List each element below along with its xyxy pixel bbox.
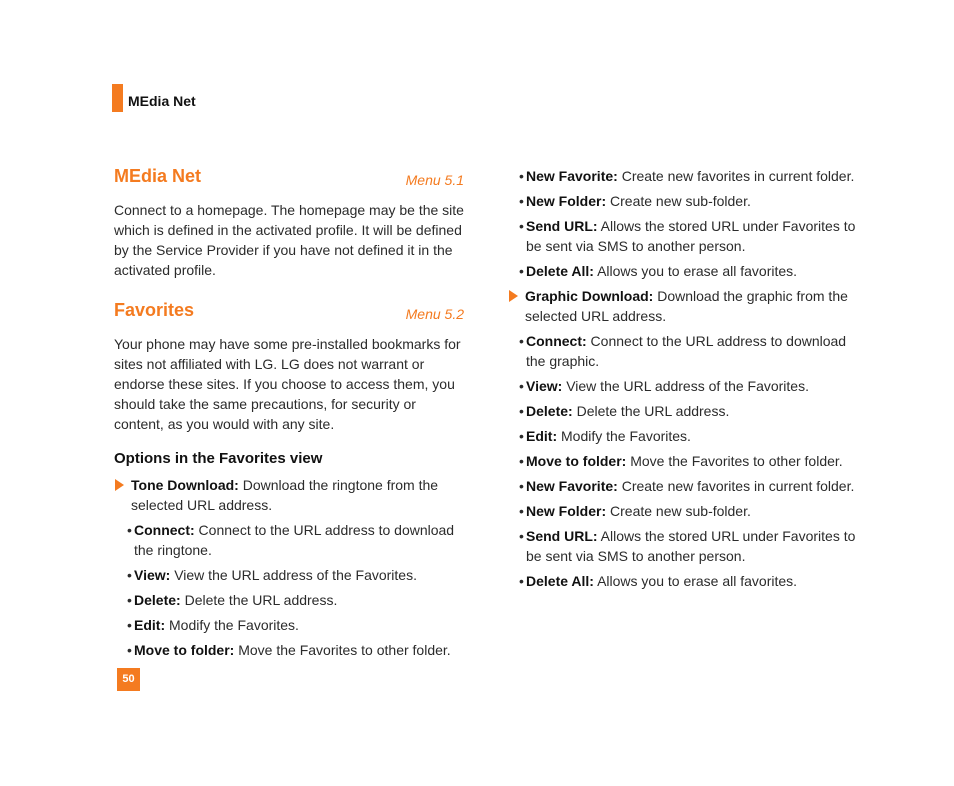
list-item: • View: View the URL address of the Favorites. xyxy=(127,567,417,583)
page-number: 50 xyxy=(117,668,140,691)
options-heading: Options in the Favorites view xyxy=(114,450,323,467)
item-text: Allows you to erase all favorites. xyxy=(593,263,798,279)
item-label: Connect: xyxy=(134,522,195,538)
list-item: • Connect: Connect to the URL address to download the ringtone. xyxy=(127,522,455,558)
item-text: Create new sub-folder. xyxy=(606,193,751,209)
list-item: • Move to folder: Move the Favorites to other folder. xyxy=(127,642,451,658)
section-header-favorites xyxy=(114,300,464,324)
section-header-media-net xyxy=(114,166,464,190)
header-accent-bar xyxy=(112,84,123,112)
item-label: Send URL: xyxy=(526,218,598,234)
list-item: • Send URL: Allows the stored URL under Favorites to be sent via SMS to another person. xyxy=(519,528,856,564)
item-label: Connect: xyxy=(526,333,587,349)
list-item: • New Folder: Create new sub-folder. xyxy=(519,503,751,519)
item-text: Move the Favorites to other folder. xyxy=(626,453,843,469)
item-text: Create new favorites in current folder. xyxy=(617,168,855,184)
arrow-bullet-icon xyxy=(115,479,124,491)
item-text: Allows the stored URL under Favorites to be sent via SMS to another person. xyxy=(526,528,856,564)
list-item: • Delete All: Allows you to erase all favorites. xyxy=(519,573,798,589)
item-label: View: xyxy=(134,567,171,583)
list-item: • Delete: Delete the URL address. xyxy=(519,403,730,419)
right-column xyxy=(510,166,860,591)
tone-options-list xyxy=(114,520,464,660)
list-item: • Send URL: Allows the stored URL under Favorites to be sent via SMS to another person. xyxy=(519,218,856,254)
menu-number: Menu 5.2 xyxy=(405,306,464,322)
item-text: Delete the URL address. xyxy=(180,592,338,608)
item-label: Tone Download: xyxy=(131,477,239,493)
list-item: • Delete All: Allows you to erase all favorites. xyxy=(519,263,798,279)
item-label: Delete: xyxy=(526,403,573,419)
list-item: • Edit: Modify the Favorites. xyxy=(519,428,691,444)
item-label: New Favorite: xyxy=(526,478,618,494)
item-text: Allows you to erase all favorites. xyxy=(593,573,798,589)
item-label: New Favorite: xyxy=(526,168,618,184)
item-text: Allows the stored URL under Favorites to be sent via SMS to another person. xyxy=(526,218,856,254)
item-label: Delete All: xyxy=(526,573,594,589)
menu-number: Menu 5.1 xyxy=(405,172,464,188)
item-label: Delete All: xyxy=(526,263,594,279)
graphic-options-list xyxy=(506,331,860,591)
favorites-options-list xyxy=(506,166,860,281)
item-label: Graphic Download: xyxy=(525,288,654,304)
left-column xyxy=(114,166,464,660)
list-item: • View: View the URL address of the Favorites. xyxy=(519,378,809,394)
item-text: View the URL address of the Favorites. xyxy=(170,567,417,583)
list-item: • Edit: Modify the Favorites. xyxy=(127,617,299,633)
item-text: Download the graphic from the selected URL address. xyxy=(525,288,848,324)
item-label: Delete: xyxy=(134,592,181,608)
item-label: Move to folder: xyxy=(526,453,627,469)
list-item: • Move to folder: Move the Favorites to other folder. xyxy=(519,453,843,469)
item-label: Edit: xyxy=(526,428,558,444)
item-label: New Folder: xyxy=(526,193,607,209)
item-label: Edit: xyxy=(134,617,166,633)
section-body: Your phone may have some pre-installed bookmarks for sites not affiliated with LG. LG does not warrant or endorse these sites. If you choose to access them, you should take the same precautions, for security or content, as you would with any site. xyxy=(114,336,461,432)
running-header-title: MEdia Net xyxy=(128,93,196,109)
item-text: Download the ringtone from the selected URL address. xyxy=(131,477,439,513)
item-label: Move to folder: xyxy=(134,642,235,658)
item-text: Connect to the URL address to download the ringtone. xyxy=(134,522,455,558)
section-body: Connect to a homepage. The homepage may be the site which is defined in the activated profile. It will be defined by the Service Provider if you have not defined it in the activated profile. xyxy=(114,202,464,278)
item-label: Send URL: xyxy=(526,528,598,544)
list-item: • Connect: Connect to the URL address to download the graphic. xyxy=(519,333,847,369)
item-text: Create new favorites in current folder. xyxy=(617,478,855,494)
item-text: View the URL address of the Favorites. xyxy=(562,378,809,394)
item-text: Modify the Favorites. xyxy=(557,428,691,444)
item-label: New Folder: xyxy=(526,503,607,519)
item-text: Move the Favorites to other folder. xyxy=(234,642,451,658)
item-label: View: xyxy=(526,378,563,394)
list-item: • New Folder: Create new sub-folder. xyxy=(519,193,751,209)
section-title: Favorites xyxy=(114,300,195,320)
list-item: • New Favorite: Create new favorites in current folder. xyxy=(519,478,855,494)
graphic-download-item xyxy=(508,286,860,326)
arrow-bullet-icon xyxy=(509,290,518,302)
section-title: MEdia Net xyxy=(114,166,202,186)
item-text: Connect to the URL address to download the graphic. xyxy=(526,333,847,369)
list-item: • New Favorite: Create new favorites in current folder. xyxy=(519,168,855,184)
item-text: Delete the URL address. xyxy=(572,403,730,419)
item-text: Create new sub-folder. xyxy=(606,503,751,519)
item-text: Modify the Favorites. xyxy=(165,617,299,633)
tone-download-item xyxy=(114,475,464,515)
list-item: • Delete: Delete the URL address. xyxy=(127,592,338,608)
